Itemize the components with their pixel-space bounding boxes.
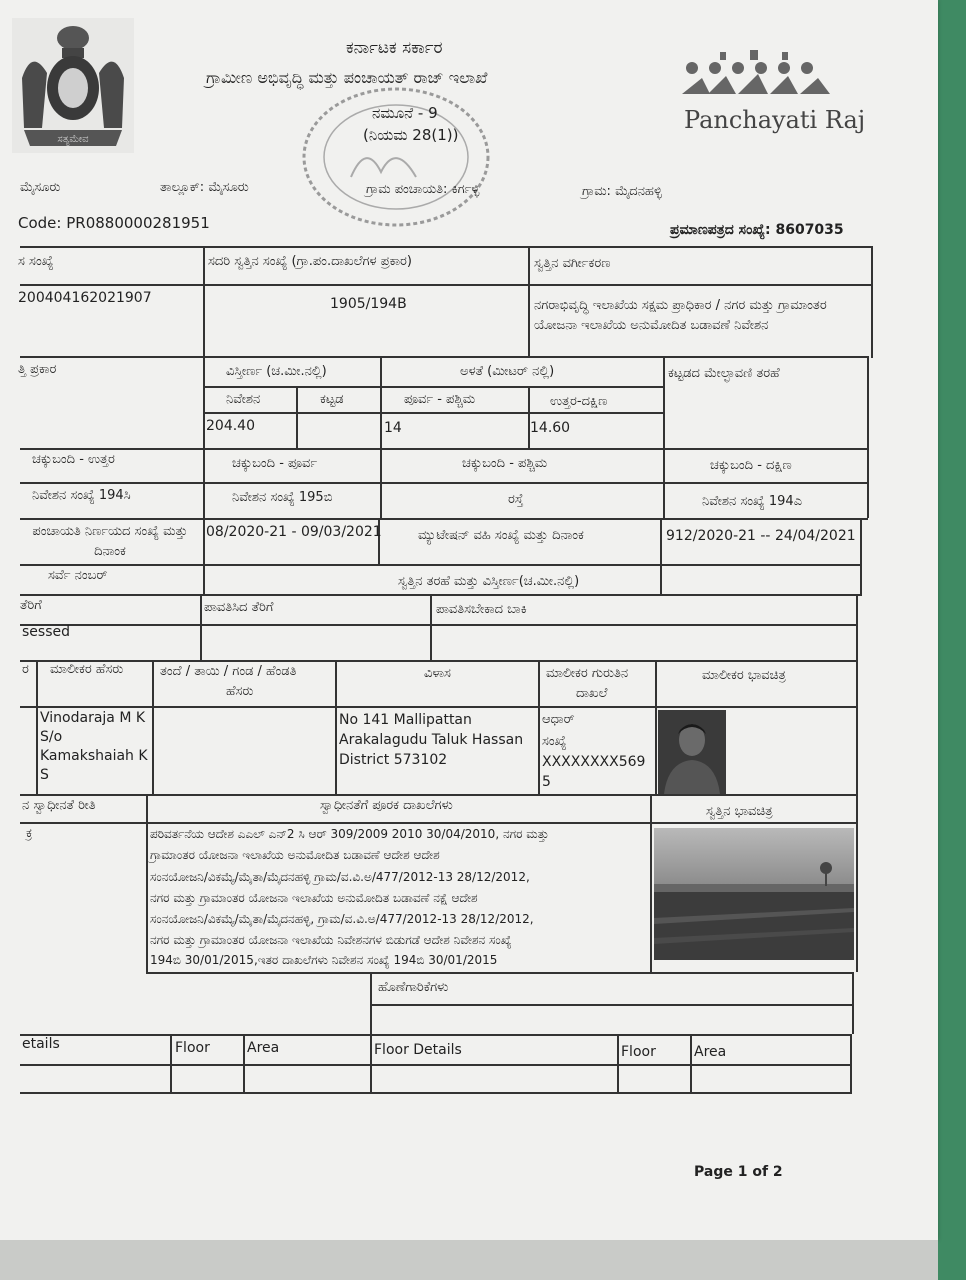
relation-header: ತಂದೆ / ತಾಯಿ / ಗಂಡ / ಹೆಂಡತಿ [160,664,297,679]
taluk: ತಾಲ್ಲೂಕ್: ಮೈಸೂರು [160,180,249,195]
background-green [938,0,966,1280]
supporting-docs-header: ಸ್ವಾಧೀನತೆಗೆ ಪೂರಕ ದಾಖಲೆಗಳು [320,798,453,813]
type-area-label: ಸ್ವತ್ತಿನ ತರಹೆ ಮತ್ತು ವಿಸ್ತೀರ್ಣ(ಚ.ಮೀ.ನಲ್ಲಿ) [398,574,580,589]
doc-line: ಗ್ರಾಮಾಂತರ ಯೋಜನಾ ಇಲಾಖೆಯ ಅನುಮೋದಿತ ಬಡಾವಣೆ ಆದೇಶ ಆದೇಶ [150,848,440,862]
property-type-label: ತ್ತಿ ಪ್ರಕಾರ [18,362,57,377]
floor-details-label: etails [22,1036,60,1052]
ownership-method-label: ನ ಸ್ವಾಧೀನತೆ ರೀತಿ [22,798,96,813]
ownership-method: ಕ್ರ [26,826,33,841]
area-header-1: Area [247,1040,280,1056]
sl-no-header: ಸ ಸಂಖ್ಯೆ [18,254,54,269]
owner-address-line: Arakalagudu Taluk Hassan [339,732,524,748]
owner-photo-header: ಮಾಲೀಕರ ಭಾವಚಿತ್ರ [702,668,786,683]
karnataka-emblem-icon [12,18,134,153]
owner-address-line: District 573102 [339,752,448,768]
area-header: ವಿಸ್ತೀರ್ಣ (ಚ.ಮೀ.ನಲ್ಲಿ) [226,364,327,379]
west-boundary: ರಸ್ತೆ [508,492,524,507]
address-header: ವಿಳಾಸ [424,666,451,681]
department-title: ಗ್ರಾಮೀಣ ಅಭಿವೃದ್ಧಿ ಮತ್ತು ಪಂಚಾಯತ್ ರಾಜ್ ಇಲಾಖೆ [206,68,488,87]
panchayati-raj-text: Panchayati Raj [684,106,866,134]
site-header: ನಿವೇಶನ [226,392,261,407]
doc-line: ಸಂನಯೋಜನಿ/ವಿಕಮ್ಯೆ/ಮೈತಾ/ಮೈದನಹಳ್ಳಿ, ಗ್ರಾಮ/ವ.ವಿ.ಅ/477/2012-13 28/12/2012, [150,912,534,926]
owner-photo [658,710,726,794]
north-south-header: ಉತ್ತರ-ದಕ್ಷಿಣ [550,394,608,409]
assessed-label: sessed [22,624,70,640]
panchayati-raj-logo-icon [680,48,835,104]
form-number: ನಮೂನೆ - 9 [372,104,438,122]
north-south-value: 14.60 [530,420,571,436]
building-header: ಕಟ್ಟಡ [320,392,344,407]
resolution-value: 08/2020-21 - 09/03/2021 [206,524,382,540]
tax-label: ತೆರಿಗೆ [20,598,42,613]
east-west-header: ಪೂರ್ವ - ಪಶ್ಚಿಮ [404,392,476,407]
owner-name-header: ಮಾಲೀಕರ ಹೆಸರು [50,662,124,677]
resolution-label: ಪಂಚಾಯತಿ ನಿರ್ಣಯದ ಸಂಖ್ಯೆ ಮತ್ತು ದಿನಾಂಕ [32,524,188,559]
area-header-2: Area [694,1044,727,1060]
village: ಗ್ರಾಮ: ಮೈದನಹಳ್ಳಿ [582,184,662,199]
floor-header-2: Floor [621,1044,656,1060]
owner-id-line: 5 [542,774,551,790]
east-boundary: ನಿವೇಶನ ಸಂಖ್ಯೆ 195ಬಿ [232,490,333,505]
id-header: ಮಾಲೀಕರ ಗುರುತಿನ [546,666,629,681]
owner-id-line: ಆಧಾರ್ [542,712,575,727]
gram-panchayat: ಗ್ರಾಮ ಪಂಚಾಯತಿ: ಕಿರ್ಗಳ್ಳಿ [366,182,480,197]
rule-number: (ನಿಯಮ 28(1)) [363,126,459,144]
south-boundary-label: ಚಕ್ಕುಬಂದಿ - ದಕ್ಷಿಣ [710,458,792,473]
sheet-shadow [0,1240,938,1280]
owner-sl-header: ರ [22,662,29,677]
mutation-label: ಮ್ಯುಟೇಷನ್ ವಹಿ ಸಂಖ್ಯೆ ಮತ್ತು ದಿನಾಂಕ [418,528,584,543]
liabilities-header: ಹೊಣೆಗಾರಿಕೆಗಳು [378,980,449,995]
owner-name-line: S [40,767,49,783]
district: ಮೈಸೂರು [20,180,61,195]
owner-name-line: S/o [40,729,63,745]
property-code: Code: PR0880000281951 [18,214,210,232]
property-number: 1905/194B [330,296,407,312]
roof-type-header: ಕಟ್ಟಡದ ಮೇಲ್ಛಾವಣಿ ತರಹೆ [668,366,780,381]
property-id: 200404162021907 [18,290,152,306]
west-boundary-label: ಚಕ್ಕುಬಂದಿ - ಪಶ್ಚಿಮ [462,456,548,471]
survey-label: ಸರ್ವೆ ನಂಬರ್ [48,568,108,583]
property-number-header: ಸದರಿ ಸ್ವತ್ತಿನ ಸಂಖ್ಯೆ (ಗ್ರಾ.ಪಂ.ದಾಖಲೆಗಳ ಪ್ರಕಾರ) [208,254,412,269]
paid-tax-header: ಪಾವತಿಸಿದ ತೆರಿಗೆ [204,600,274,615]
property-photo-header: ಸ್ವತ್ತಿನ ಭಾವಚಿತ್ರ [706,804,773,819]
property-photo [654,828,854,960]
id-header-2: ದಾಖಲೆ [576,686,608,701]
owner-id-line: XXXXXXXX569 [542,754,646,770]
measure-header: ಅಳತೆ (ಮೀಟರ್ ನಲ್ಲಿ) [460,364,555,379]
relation-header-2: ಹೆಸರು [226,684,254,699]
page-number: Page 1 of 2 [694,1164,783,1180]
south-boundary: ನಿವೇಶನ ಸಂಖ್ಯೆ 194ಎ [702,494,803,509]
svg-text:ಸತ್ಯಮೇವ: ಸತ್ಯಮೇವ [57,134,89,145]
doc-line: ಸಂನಯೋಜನಿ/ವಿಕಮ್ಯೆ/ಮೈತಾ/ಮೈದನಹಳ್ಳಿ ಗ್ರಾಮ/ವ.ವಿ.ಅ/477/2012-13 28/12/2012, [150,870,530,884]
due-tax-header: ಪಾವತಿಸಬೇಕಾದ ಬಾಕಿ [436,602,527,617]
north-boundary: ನಿವೇಶನ ಸಂಖ್ಯೆ 194ಸಿ [32,488,131,503]
east-boundary-label: ಚಕ್ಕುಬಂದಿ - ಪೂರ್ವ [232,456,318,471]
doc-line: ಪರಿವರ್ತನೆಯ ಆದೇಶ ಎಎಲ್ ಎನ್2 ಸಿ ಆರ್ 309/2009 2010 30/04/2010, ನಗರ ಮತ್ತು [150,827,549,841]
doc-line: 194ಬಿ 30/01/2015,ಇತರ ದಾಖಲೆಗಳು ನಿವೇಶನ ಸಂಖ್ಯೆ 194ಬಿ 30/01/2015 [150,953,498,967]
mutation-value: 912/2020-21 -- 24/04/2021 [666,528,856,544]
govt-title: ಕರ್ನಾಟಕ ಸರ್ಕಾರ [346,38,443,58]
owner-name-line: Vinodaraja M K [40,710,146,726]
owner-name-line: Kamakshaiah K [40,748,148,764]
north-boundary-label: ಚಕ್ಕುಬಂದಿ - ಉತ್ತರ [32,452,115,467]
floor-details-header: Floor Details [374,1042,462,1058]
owner-id-line: ಸಂಖ್ಯೆ [542,734,567,749]
property-classification: ನಗರಾಭಿವೃದ್ಧಿ ಇಲಾಖೆಯ ಸಕ್ಷಮ ಪ್ರಾಧಿಕಾರ / ನಗರ ಮತ್ತು ಗ್ರಾಮಾಂತರ ಯೋಜನಾ ಇಲಾಖೆಯ ಅನುಮೋದಿತ ಬಡಾವಣೆ ನಿವೇಶನ [534,298,827,333]
certificate-number: ಪ್ರಮಾಣಪತ್ರದ ಸಂಖ್ಯೆ: 8607035 [670,222,844,238]
east-west-value: 14 [384,420,402,436]
doc-line: ನಗರ ಮತ್ತು ಗ್ರಾಮಾಂತರ ಯೋಜನಾ ಇಲಾಖೆಯ ಅನುಮೋದಿತ ಬಡಾವಣೆ ನಕ್ಷೆ ಆದೇಶ [150,891,478,905]
site-area: 204.40 [206,418,255,434]
owner-address-line: No 141 Mallipattan [339,712,472,728]
doc-line: ನಗರ ಮತ್ತು ಗ್ರಾಮಾಂತರ ಯೋಜನಾ ಇಲಾಖೆಯ ನಿವೇಶನಗಳ ಬಿಡುಗಡೆ ಆದೇಶ ನಿವೇಶನ ಸಂಖ್ಯೆ [150,933,512,947]
classification-header: ಸ್ವತ್ತಿನ ವರ್ಗೀಕರಣ [534,256,611,271]
floor-header-1: Floor [175,1040,210,1056]
